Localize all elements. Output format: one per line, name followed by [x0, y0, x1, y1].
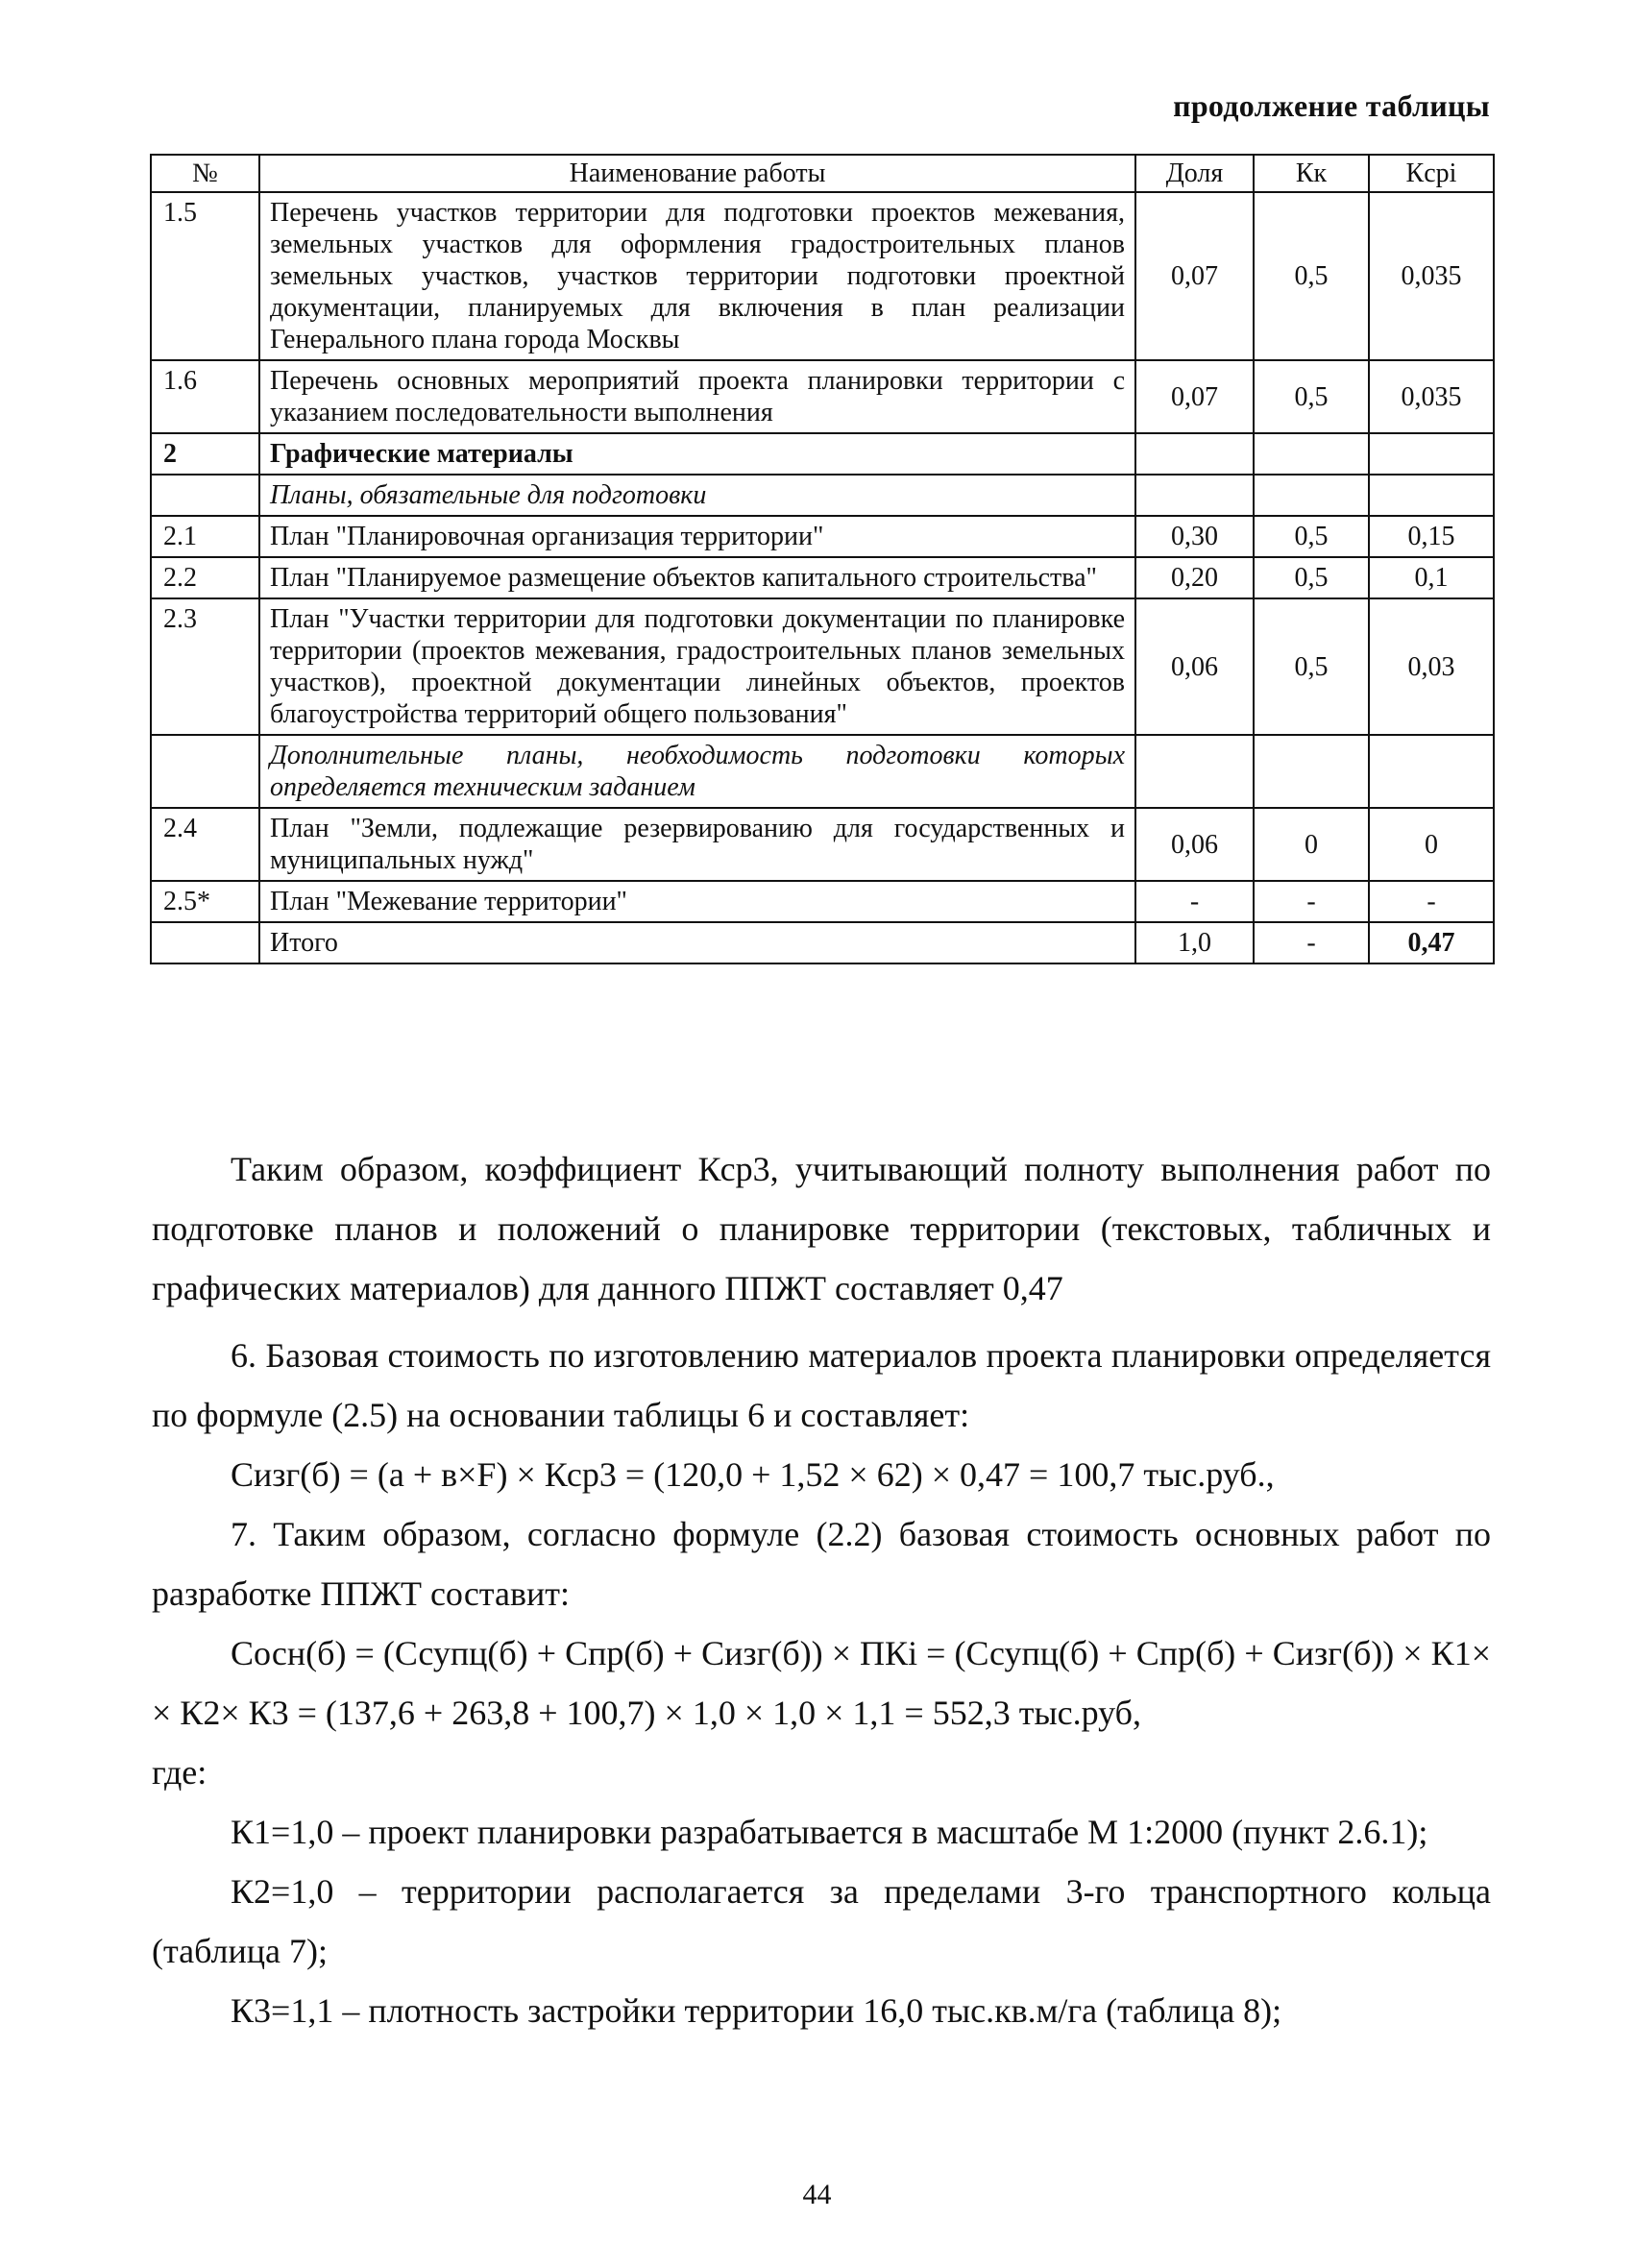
row-num-cell: 2.1 [151, 516, 259, 557]
coefficient-k1: К1=1,0 – проект планировки разрабатывается в масштабе М 1:2000 (пункт 2.6.1); [231, 1813, 1428, 1851]
row-kk-cell: 0,5 [1254, 516, 1369, 557]
row-kcp-cell: 0,47 [1369, 922, 1494, 963]
table-row [151, 475, 1494, 516]
row-kk-cell [1254, 433, 1369, 475]
table-row [151, 192, 1494, 360]
row-kk-cell: 0,5 [1254, 192, 1369, 360]
row-num-cell [151, 735, 259, 808]
work-shares-table [150, 154, 1495, 964]
table-row [151, 433, 1494, 475]
row-kcp-cell: 0,035 [1369, 360, 1494, 433]
row-name-cell: Дополнительные планы, необходимость подготовки которых определяется техническим заданием [259, 735, 1135, 808]
table-row [151, 922, 1494, 963]
row-num-cell: 2.3 [151, 598, 259, 735]
paragraph-item-6: 6. Базовая стоимость по изготовлению материалов проекта планировки определяется по формуле (2.5) на основании таблицы 6 и составляет: [152, 1336, 1491, 1434]
header-share: Доля [1135, 155, 1254, 192]
table-row [151, 360, 1494, 433]
row-name-cell: План "Межевание территории" [259, 881, 1135, 922]
formula-production-cost: Сизг(б) = (а + в×F) × Кср3 = (120,0 + 1,52 × 62) × 0,47 = 100,7 тыс.руб., [231, 1455, 1275, 1494]
row-num-cell: 2 [151, 433, 259, 475]
row-num-cell: 1.5 [151, 192, 259, 360]
row-kcp-cell: 0,15 [1369, 516, 1494, 557]
row-num-cell: 2.2 [151, 557, 259, 598]
table-row [151, 808, 1494, 881]
row-share-cell [1135, 433, 1254, 475]
table-row [151, 557, 1494, 598]
row-kcp-cell [1369, 735, 1494, 808]
row-kk-cell: - [1254, 922, 1369, 963]
row-num-cell: 2.4 [151, 808, 259, 881]
body-text [152, 1139, 1491, 2040]
row-name-cell: План "Планировочная организация территории" [259, 516, 1135, 557]
row-kk-cell: 0,5 [1254, 598, 1369, 735]
paragraph-kcp3: Таким образом, коэффициент Кср3, учитывающий полноту выполнения работ по подготовке планов и положений о планировке территории (текстовых, табличных и графических материалов) для данного ППЖТ составляет 0,47 [152, 1150, 1491, 1307]
row-name-cell: Итого [259, 922, 1135, 963]
table-row [151, 881, 1494, 922]
table-continuation-label: продолжение таблицы [1173, 88, 1490, 123]
row-name-cell: Перечень участков территории для подготовки проектов межевания, земельных участков для оформления градостроительных планов земельных участков, участков территории подготовки проектной документации, планируемых для включения в план реализации Генерального плана города Москвы [259, 192, 1135, 360]
row-share-cell: 0,20 [1135, 557, 1254, 598]
row-share-cell [1135, 475, 1254, 516]
table-header-row [151, 155, 1494, 192]
row-num-cell: 1.6 [151, 360, 259, 433]
row-share-cell: 0,07 [1135, 192, 1254, 360]
row-kk-cell: 0,5 [1254, 360, 1369, 433]
header-name: Наименование работы [259, 155, 1135, 192]
row-kk-cell: - [1254, 881, 1369, 922]
row-kk-cell [1254, 475, 1369, 516]
header-kcp: Кcpi [1369, 155, 1494, 192]
row-name-cell: Перечень основных мероприятий проекта планировки территории с указанием последовательности выполнения [259, 360, 1135, 433]
row-kcp-cell: 0,03 [1369, 598, 1494, 735]
header-kk: Кк [1254, 155, 1369, 192]
row-kk-cell: 0 [1254, 808, 1369, 881]
coefficient-k2: К2=1,0 – территории располагается за пределами 3-го транспортного кольца (таблица 7); [152, 1872, 1491, 1970]
where-label: где: [152, 1753, 207, 1792]
row-num-cell [151, 475, 259, 516]
row-kcp-cell [1369, 475, 1494, 516]
row-name-cell: План "Земли, подлежащие резервированию для государственных и муниципальных нужд" [259, 808, 1135, 881]
row-name-cell: Планы, обязательные для подготовки [259, 475, 1135, 516]
row-name-cell: План "Участки территории для подготовки документации по планировке территории (проектов межевания, градостроительных планов земельных участков), проектной документации линейных объектов, проектов благоустройства территорий общего пользования" [259, 598, 1135, 735]
row-kcp-cell: 0,035 [1369, 192, 1494, 360]
row-share-cell [1135, 735, 1254, 808]
row-share-cell: 1,0 [1135, 922, 1254, 963]
row-kcp-cell: 0,1 [1369, 557, 1494, 598]
coefficient-k3: К3=1,1 – плотность застройки территории 16,0 тыс.кв.м/га (таблица 8); [231, 1991, 1282, 2030]
row-kcp-cell: 0 [1369, 808, 1494, 881]
header-num: № [151, 155, 259, 192]
row-share-cell: - [1135, 881, 1254, 922]
row-share-cell: 0,07 [1135, 360, 1254, 433]
row-share-cell: 0,06 [1135, 808, 1254, 881]
row-name-cell: Графические материалы [259, 433, 1135, 475]
row-kcp-cell: - [1369, 881, 1494, 922]
row-kk-cell: 0,5 [1254, 557, 1369, 598]
table-row [151, 516, 1494, 557]
table-row [151, 735, 1494, 808]
row-kk-cell [1254, 735, 1369, 808]
table-row [151, 598, 1494, 735]
row-share-cell: 0,06 [1135, 598, 1254, 735]
formula-base-cost: Сосн(б) = (Ссупц(б) + Спр(б) + Сизг(б)) × ПКi = (Ссупц(б) + Спр(б) + Сизг(б)) × К1× × К2× К3 = (137,6 + 263,8 + 100,7) × 1,0 × 1,0 × 1,1 = 552,3 тыс.руб, [152, 1634, 1491, 1732]
paragraph-item-7: 7. Таким образом, согласно формуле (2.2) базовая стоимость основных работ по разработке ППЖТ составит: [152, 1515, 1491, 1613]
row-name-cell: План "Планируемое размещение объектов капитального строительства" [259, 557, 1135, 598]
row-kcp-cell [1369, 433, 1494, 475]
row-num-cell: 2.5* [151, 881, 259, 922]
row-share-cell: 0,30 [1135, 516, 1254, 557]
row-num-cell [151, 922, 259, 963]
page-number: 44 [802, 2179, 832, 2210]
